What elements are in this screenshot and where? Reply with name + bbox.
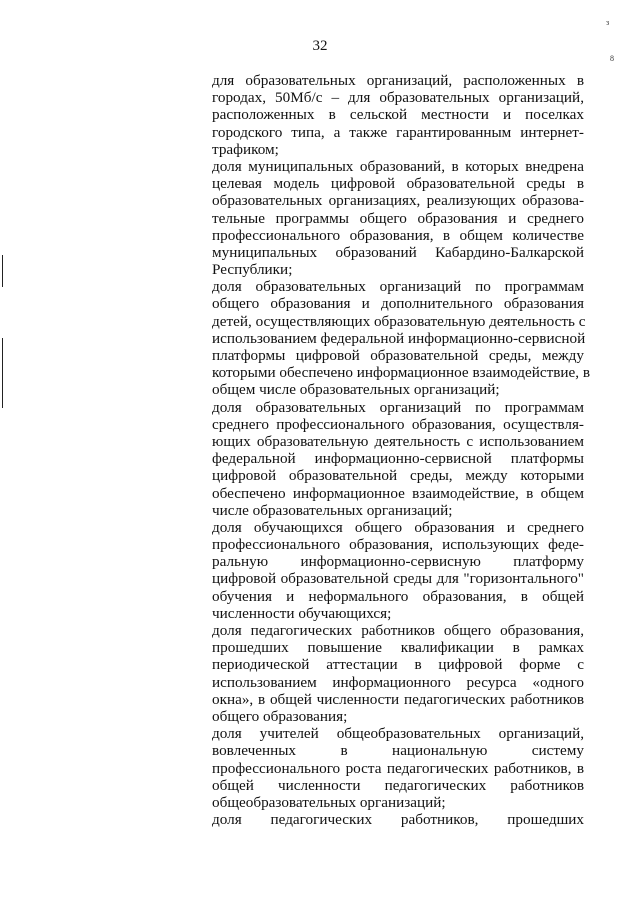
corner-mark-1: з — [606, 18, 610, 27]
text-line: городах, 50Мб/с – для образовательных организаций, — [212, 89, 584, 107]
text-line: профессионального образования, в общем количестве — [212, 226, 584, 244]
text-line: числе образовательных организаций; — [212, 501, 453, 519]
text-line: общей численности педагогических работников — [212, 776, 584, 794]
text-line: муниципальных образований Кабардино-Балкарской — [212, 243, 584, 261]
text-line: общеобразовательных организаций; — [212, 793, 446, 811]
text-line: общего образования и дополнительного образования — [212, 295, 584, 313]
text-line: общем числе образовательных организаций; — [212, 381, 500, 399]
text-line: цифровой образовательной среды, между которыми — [212, 467, 584, 485]
text-line: городского типа, а также гарантированным интернет- — [212, 123, 584, 141]
text-line: ральную информационно-сервисную платформу — [212, 553, 584, 571]
text-line: профессионального образования, использующих феде- — [212, 536, 584, 554]
text-line: образовательных организациях, реализующих образова- — [212, 192, 584, 210]
text-line: тельные программы общего образования и среднего — [212, 209, 584, 227]
text-line: Республики; — [212, 261, 293, 279]
left-margin-line-2 — [2, 338, 3, 408]
text-line: платформы цифровой образовательной среды, между — [212, 347, 584, 364]
text-line: доля педагогических работников общего образования, — [212, 622, 584, 639]
text-line: вовлеченных в национальную систему — [212, 742, 584, 760]
text-line: ющих образовательную деятельность с использованием — [212, 432, 584, 450]
text-line: федеральной информационно-сервисной платформы — [212, 450, 584, 468]
text-line: общего образования; — [212, 707, 348, 725]
text-line: доля образовательных организаций по программам — [212, 398, 584, 416]
text-line: численности обучающихся; — [212, 604, 392, 622]
text-line: использованием информационного ресурса «одного — [212, 673, 584, 691]
text-line: доля образовательных организаций по программам — [212, 278, 584, 296]
text-line: среднего профессионального образования, осуществля- — [212, 415, 584, 433]
text-line: цифровой образовательной среды для "горизонтального" — [212, 570, 584, 588]
text-line: окна», в общей численности педагогических работников — [212, 690, 584, 708]
text-line: целевая модель цифровой образовательной среды в — [212, 175, 584, 193]
text-line: детей, осуществляющих образовательную деятельность с — [212, 312, 586, 330]
text-line: прошедших повышение квалификации в рамках — [212, 639, 584, 657]
left-margin-line-1 — [2, 255, 3, 287]
text-line: профессионального роста педагогических работников, в — [212, 759, 584, 777]
text-line: доля учителей общеобразовательных организаций, — [212, 725, 584, 743]
text-line: доля обучающихся общего образования и среднего — [212, 518, 584, 536]
text-line: периодической аттестации в цифровой форме с — [212, 656, 584, 674]
text-line: обеспечено информационное взаимодействие, в общем — [212, 484, 584, 502]
text-line: трафиком; — [212, 140, 279, 158]
corner-mark-2: 8 — [610, 54, 614, 63]
text-line: для образовательных организаций, расположенных в — [212, 72, 584, 89]
text-line: расположенных в сельской местности и поселках — [212, 106, 584, 124]
page-number: 32 — [312, 38, 328, 54]
text-line: доля муниципальных образований, в которых внедрена — [212, 157, 584, 175]
document-body — [212, 72, 591, 829]
text-line: доля педагогических работников, прошедших — [212, 811, 584, 829]
text-line: обучения и неформального образования, в общей — [212, 587, 584, 605]
text-line: которыми обеспечено информационное взаимодействие, в — [212, 364, 591, 382]
text-line: использованием федеральной информационно-сервисной — [212, 329, 586, 347]
